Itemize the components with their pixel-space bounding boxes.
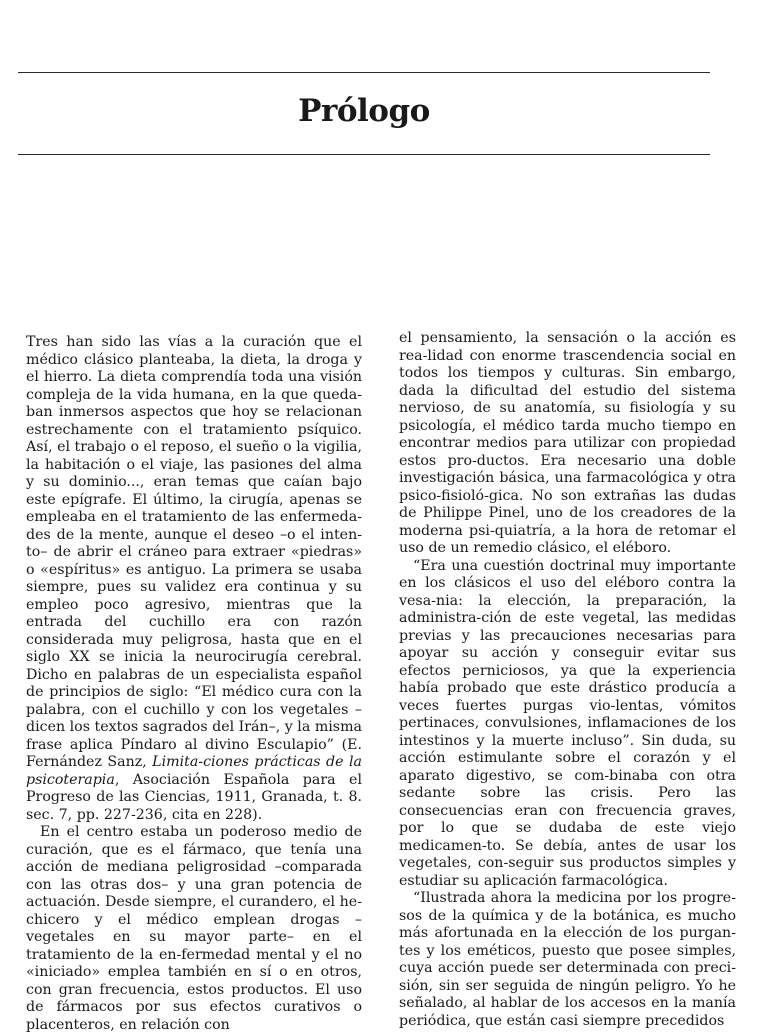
left-paragraph-1-text: Tres han sido las vías a la curación que el médico clásico planteaba, la dieta, la droga y el hierro. La dieta comprendía toda una visión compleja de la vida humana, en la que queda-ban inmersos aspectos que hoy se relacionan estrechamente con el tratamiento psíquico. Así, el trabajo o el reposo, el sueño o la vigilia, la habitación o el viaje, las pasiones del alma y su dominio..., eran temas que caían bajo este epígrafe. El último, la cirugía, apenas se empleaba en el tratamiento de las enfermeda-des de la mente, aunque el deseo –o el inten-to– de abrir el cráneo para extraer «piedras» o «espíritus» es antiguo. La primera se usaba siempre, pues su validez era continua y su empleo poco agresivo, mientras que la entrada del cuchillo era con razón considerada muy peligrosa, hasta que en el siglo XX se inicia la neurocirugía cerebral. Dicho en palabras de un especialista español de principios de siglo: “El médico cura con la palabra, con el cuchillo y con los vegetales –dicen los textos sagrados del Irán–, y la misma frase aplica Píndaro al divino Esculapio” (E. Fernández Sanz,	[26, 334, 362, 770]
left-paragraph-1	[26, 334, 362, 824]
bottom-rule	[18, 154, 710, 155]
left-column	[26, 334, 362, 1034]
right-column	[399, 330, 736, 1030]
page-title: Prólogo	[298, 93, 430, 129]
left-paragraph-2: En el centro estaba un poderoso medio de curación, que es el fármaco, que tenía una acción de mediana peligrosidad –comparada con las otras dos– y una gran potencia de actuación. Desde siempre, el curandero, el he-chicero y el médico emplean drogas –vegetales en su mayor parte– en el tratamiento de la en-fermedad mental y el no «iniciado» emplea también en sí o en otros, con gran frecuencia, estos productos. El uso de fármacos por sus efectos curativos o placenteros, en relación con	[26, 824, 362, 1033]
right-paragraph-1: el pensamiento, la sensación o la acción es rea-lidad con enorme trascendencia social en todos los tiempos y culturas. Sin embargo, dada la dificultad del estudio del sistema nervioso, de su anatomía, su fisiología y su psicología, el médico tarda mucho tiempo en encontrar medios para utilizar con propiedad estos pro-ductos. Era necesario una doble investigación básica, una farmacológica y otra psico-fisioló-gica. No son extrañas las dudas de Philippe Pinel, uno de los creadores de la moderna psi-quiatría, a la hora de retomar el uso de un remedio clásico, el eléboro.	[399, 330, 736, 556]
top-rule	[18, 72, 710, 73]
left-paragraph-1-tail: , Asociación Española para el Progreso de las Ciencias, 1911, Granada, t. 8. sec. 7, pp. 227-236, cita en 228).	[26, 771, 362, 823]
book-title-italic: Limita-ciones prácticas de la psicoterapia	[26, 754, 362, 788]
right-paragraph-2: “Era una cuestión doctrinal muy importante en los clásicos el uso del eléboro contra la vesa-nia: la elección, la preparación, la administra-ción de este vegetal, las medidas previas y las precauciones necesarias para apoyar su acción y conseguir evitar sus efectos perniciosos, ya que la experiencia había probado que este drástico producía a veces fuertes purgas vio-lentas, vómitos pertinaces, convulsiones, inflamaciones de los intestinos y la muerte incluso”. Sin duda, su acción estimulante sobre el corazón y el aparato digestivo, se com-binaba con otra sedante sobre las crisis. Pero las consecuencias eran con frecuencia graves, por lo que se dudaba de este viejo medicamen-to. Se debía, antes de usar los vegetales, con-seguir sus productos simples y estudiar su aplicación farmacológica.	[399, 557, 736, 889]
right-paragraph-3: “Ilustrada ahora la medicina por los progre-sos de la química y de la botánica, es mucho más afortunada en la elección de los purgan-tes y los eméticos, puesto que posee simples, cuya acción puede ser determinada con preci-sión, sin ser seguida de ningún peligro. Yo he señalado, al hablar de los accesos en la manía periódica, que están casi siempre precedidos	[399, 890, 736, 1029]
